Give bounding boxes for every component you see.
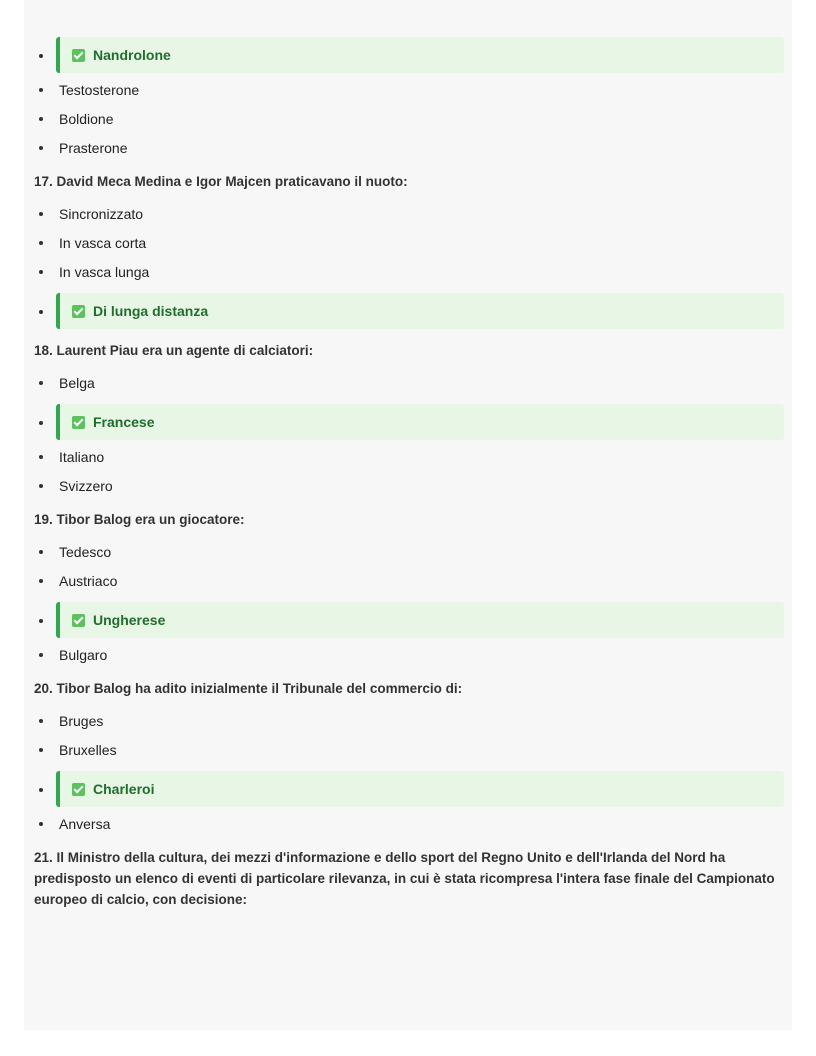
answer-label: Ungherese: [93, 612, 166, 628]
answer-item: [24, 235, 784, 251]
answer-item: [24, 478, 784, 494]
answer-label: Bruges: [59, 713, 104, 729]
answer-label: Nandrolone: [93, 47, 171, 63]
answer-label: Testosterone: [59, 82, 140, 98]
checkbox-checked-icon: [72, 305, 85, 318]
answer-item: [24, 742, 784, 758]
answer-label: Tedesco: [59, 544, 112, 560]
answer-item: [24, 816, 784, 832]
question-text: 17. David Meca Medina e Igor Majcen praticavano il nuoto:: [34, 174, 408, 189]
question-text: 21. Il Ministro della cultura, dei mezzi d'informazione e dello sport del Regno Unito e dell'Irlanda del Nord ha predisposto un elenco di eventi di particolare rilevanza, in cui è stata ricompresa l'intera fase finale del Campionato europeo di calcio, con decisione:: [34, 850, 775, 907]
correct-answer-box: [56, 602, 784, 638]
correct-answer-item: [24, 771, 784, 807]
answer-list: [24, 713, 784, 832]
answer-item: [24, 82, 784, 98]
correct-answer-box: [56, 293, 784, 329]
answer-label: Bulgaro: [59, 647, 108, 663]
answer-label: Anversa: [59, 816, 111, 832]
answer-list: [24, 206, 784, 329]
answer-item: [24, 573, 784, 589]
question-text: 18. Laurent Piau era un agente di calciatori:: [34, 343, 314, 358]
correct-answer-box: [56, 37, 784, 73]
answer-item: [24, 713, 784, 729]
answer-label: In vasca corta: [59, 235, 147, 251]
answer-label: Prasterone: [59, 140, 128, 156]
answer-list: [24, 375, 784, 494]
correct-answer-box: [56, 771, 784, 807]
correct-answer-item: [24, 293, 784, 329]
answer-label: Austriaco: [59, 573, 118, 589]
answer-item: [24, 375, 784, 391]
answer-item: [24, 647, 784, 663]
quiz-content: [24, 37, 784, 924]
answer-label: Charleroi: [93, 781, 155, 797]
answer-item: [24, 140, 784, 156]
answer-list: [24, 544, 784, 663]
question-text: 20. Tibor Balog ha adito inizialmente il Tribunale del commercio di:: [34, 681, 463, 696]
correct-answer-item: [24, 404, 784, 440]
answer-item: [24, 111, 784, 127]
correct-answer-box: [56, 404, 784, 440]
answer-label: Belga: [59, 375, 95, 391]
answer-label: Bruxelles: [59, 742, 117, 758]
question-text: 19. Tibor Balog era un giocatore:: [34, 512, 245, 527]
checkbox-checked-icon: [72, 614, 85, 627]
answer-item: [24, 544, 784, 560]
answer-label: Sincronizzato: [59, 206, 144, 222]
answer-label: Di lunga distanza: [93, 303, 209, 319]
correct-answer-item: [24, 602, 784, 638]
answer-item: [24, 264, 784, 280]
answer-item: [24, 206, 784, 222]
checkbox-checked-icon: [72, 416, 85, 429]
checkbox-checked-icon: [72, 783, 85, 796]
answer-label: Francese: [93, 414, 155, 430]
answer-label: Italiano: [59, 449, 105, 465]
correct-answer-item: [24, 37, 784, 73]
answer-item: [24, 449, 784, 465]
answer-label: Boldione: [59, 111, 114, 127]
answer-list: [24, 37, 784, 156]
checkbox-checked-icon: [72, 49, 85, 62]
answer-label: In vasca lunga: [59, 264, 150, 280]
answer-label: Svizzero: [59, 478, 113, 494]
